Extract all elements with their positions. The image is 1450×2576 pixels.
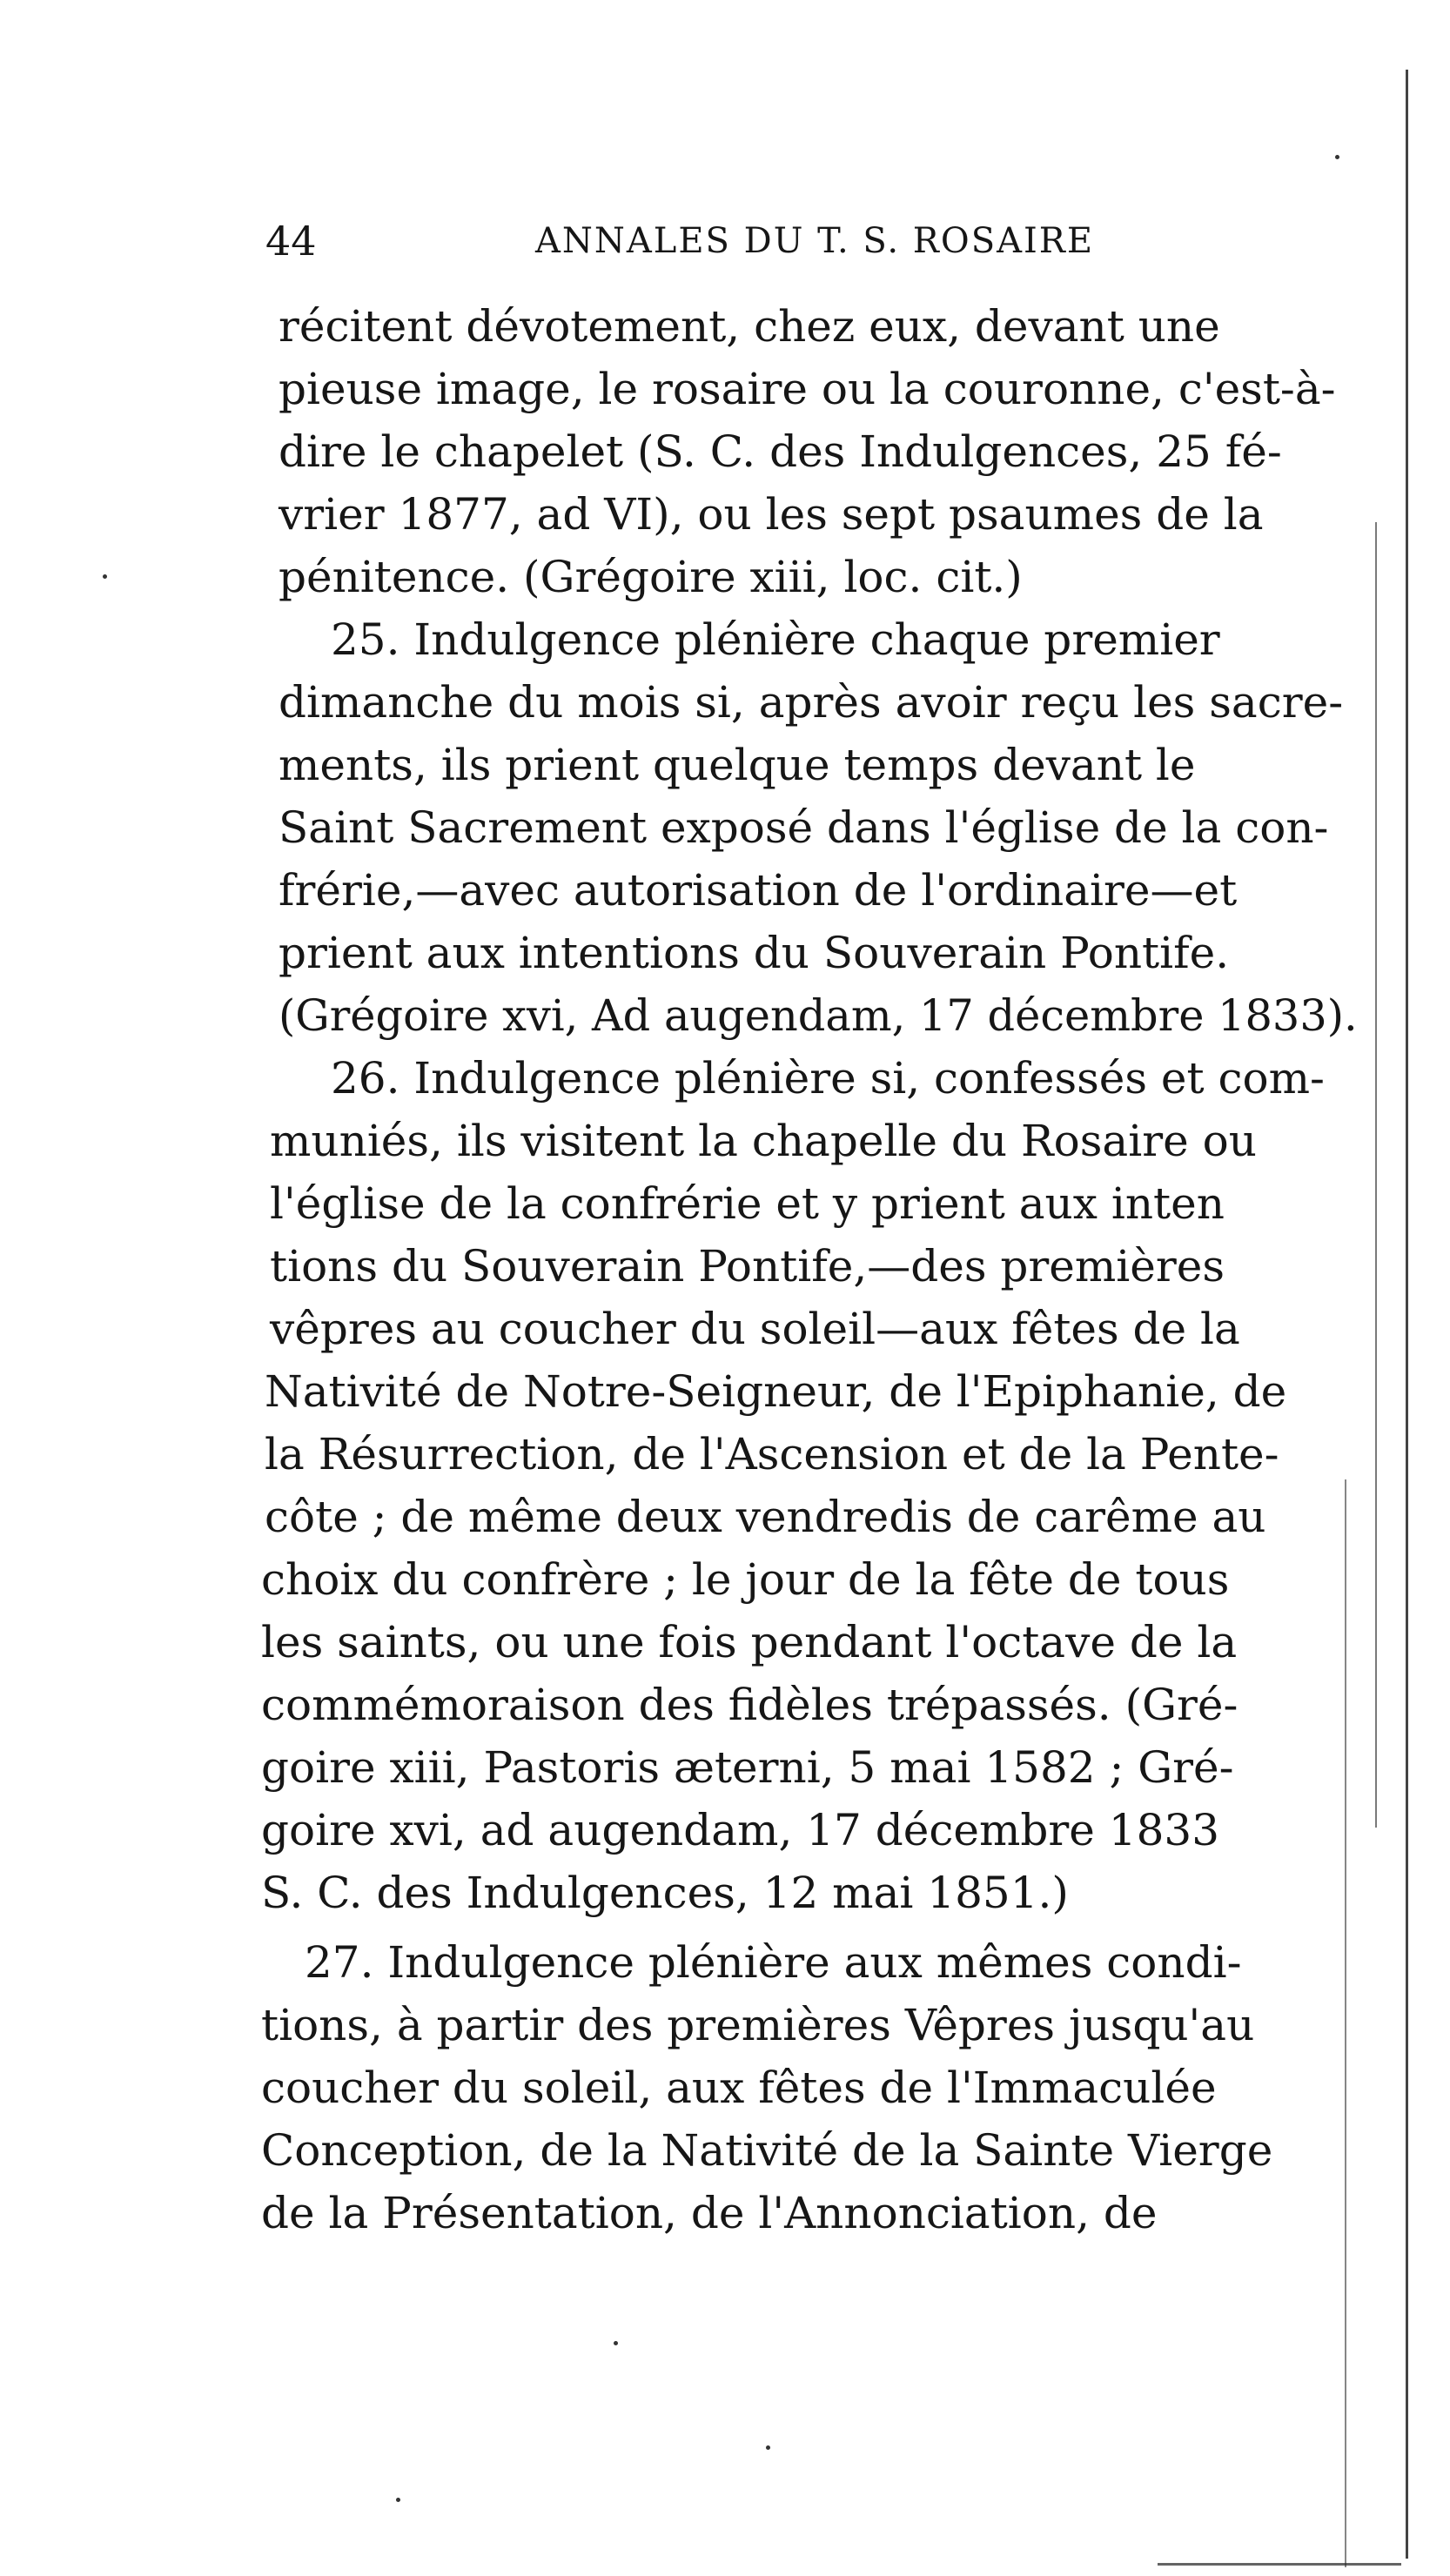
scan-speck: [103, 574, 107, 579]
text-line: commémoraison des fidèles trépassés. (Gré-: [261, 1680, 1239, 1730]
text-line: pénitence. (Grégoire xiii, loc. cit.): [279, 552, 1023, 602]
text-line: 25. Indulgence plénière chaque premier: [331, 614, 1220, 665]
text-line: tions, à partir des premières Vêpres jusqu'au: [261, 2000, 1255, 2050]
text-line: récitent dévotement, chez eux, devant une: [279, 301, 1220, 352]
text-line: pieuse image, le rosaire ou la couronne, c'est-à-: [279, 364, 1336, 414]
text-line: dimanche du mois si, après avoir reçu les sacre-: [279, 677, 1344, 728]
text-line: de la Présentation, de l'Annonciation, de: [261, 2188, 1158, 2238]
text-line: Saint Sacrement exposé dans l'église de la con-: [279, 802, 1329, 853]
page-header: [265, 202, 1223, 280]
scan-speck: [766, 2445, 770, 2450]
text-line: ments, ils prient quelque temps devant le: [279, 740, 1196, 790]
scan-speck: [1335, 155, 1339, 159]
scan-speck: [396, 2498, 400, 2502]
text-line: l'église de la confrérie et y prient aux inten: [270, 1178, 1225, 1229]
text-line: vêpres au coucher du soleil—aux fêtes de la: [270, 1304, 1240, 1354]
text-line: coucher du soleil, aux fêtes de l'Immaculée: [261, 2063, 1217, 2113]
text-line: prient aux intentions du Souverain Pontife.: [279, 928, 1230, 978]
page-edge-line: [1345, 1479, 1346, 2567]
text-line: la Résurrection, de l'Ascension et de la Pente-: [265, 1429, 1279, 1479]
text-line: vrier 1877, ad VI), ou les sept psaumes de la: [279, 489, 1264, 540]
text-line: dire le chapelet (S. C. des Indulgences, 25 fé-: [279, 426, 1282, 477]
page-number: 44: [265, 218, 317, 265]
page-edge-line: [1406, 70, 1408, 2559]
text-line: tions du Souverain Pontife,—des premières: [270, 1241, 1225, 1291]
text-line: (Grégoire xvi, Ad augendam, 17 décembre 1833).: [279, 990, 1358, 1041]
text-line: choix du confrère ; le jour de la fête de tous: [261, 1554, 1230, 1605]
text-line: goire xvi, ad augendam, 17 décembre 1833: [261, 1805, 1220, 1855]
text-line: S. C. des Indulgences, 12 mai 1851.): [261, 1868, 1069, 1918]
text-line: 26. Indulgence plénière si, confessés et com-: [331, 1053, 1325, 1104]
text-line: frérie,—avec autorisation de l'ordinaire—et: [279, 865, 1238, 916]
text-line: Nativité de Notre-Seigneur, de l'Epiphanie, de: [265, 1366, 1287, 1417]
text-line: Conception, de la Nativité de la Sainte Vierge: [261, 2125, 1273, 2176]
text-line: muniés, ils visitent la chapelle du Rosaire ou: [270, 1116, 1257, 1166]
text-line: les saints, ou une fois pendant l'octave de la: [261, 1617, 1238, 1667]
running-title: ANNALES DU T. S. ROSAIRE: [535, 221, 1095, 261]
text-line: 27. Indulgence plénière aux mêmes condi-: [305, 1937, 1242, 1988]
page-edge-line: [1375, 522, 1377, 1828]
scan-speck: [614, 2341, 618, 2345]
text-line: goire xiii, Pastoris æterni, 5 mai 1582 ; Gré-: [261, 1742, 1234, 1793]
text-line: côte ; de même deux vendredis de carême au: [265, 1492, 1266, 1542]
page-edge-line: [1158, 2563, 1401, 2566]
